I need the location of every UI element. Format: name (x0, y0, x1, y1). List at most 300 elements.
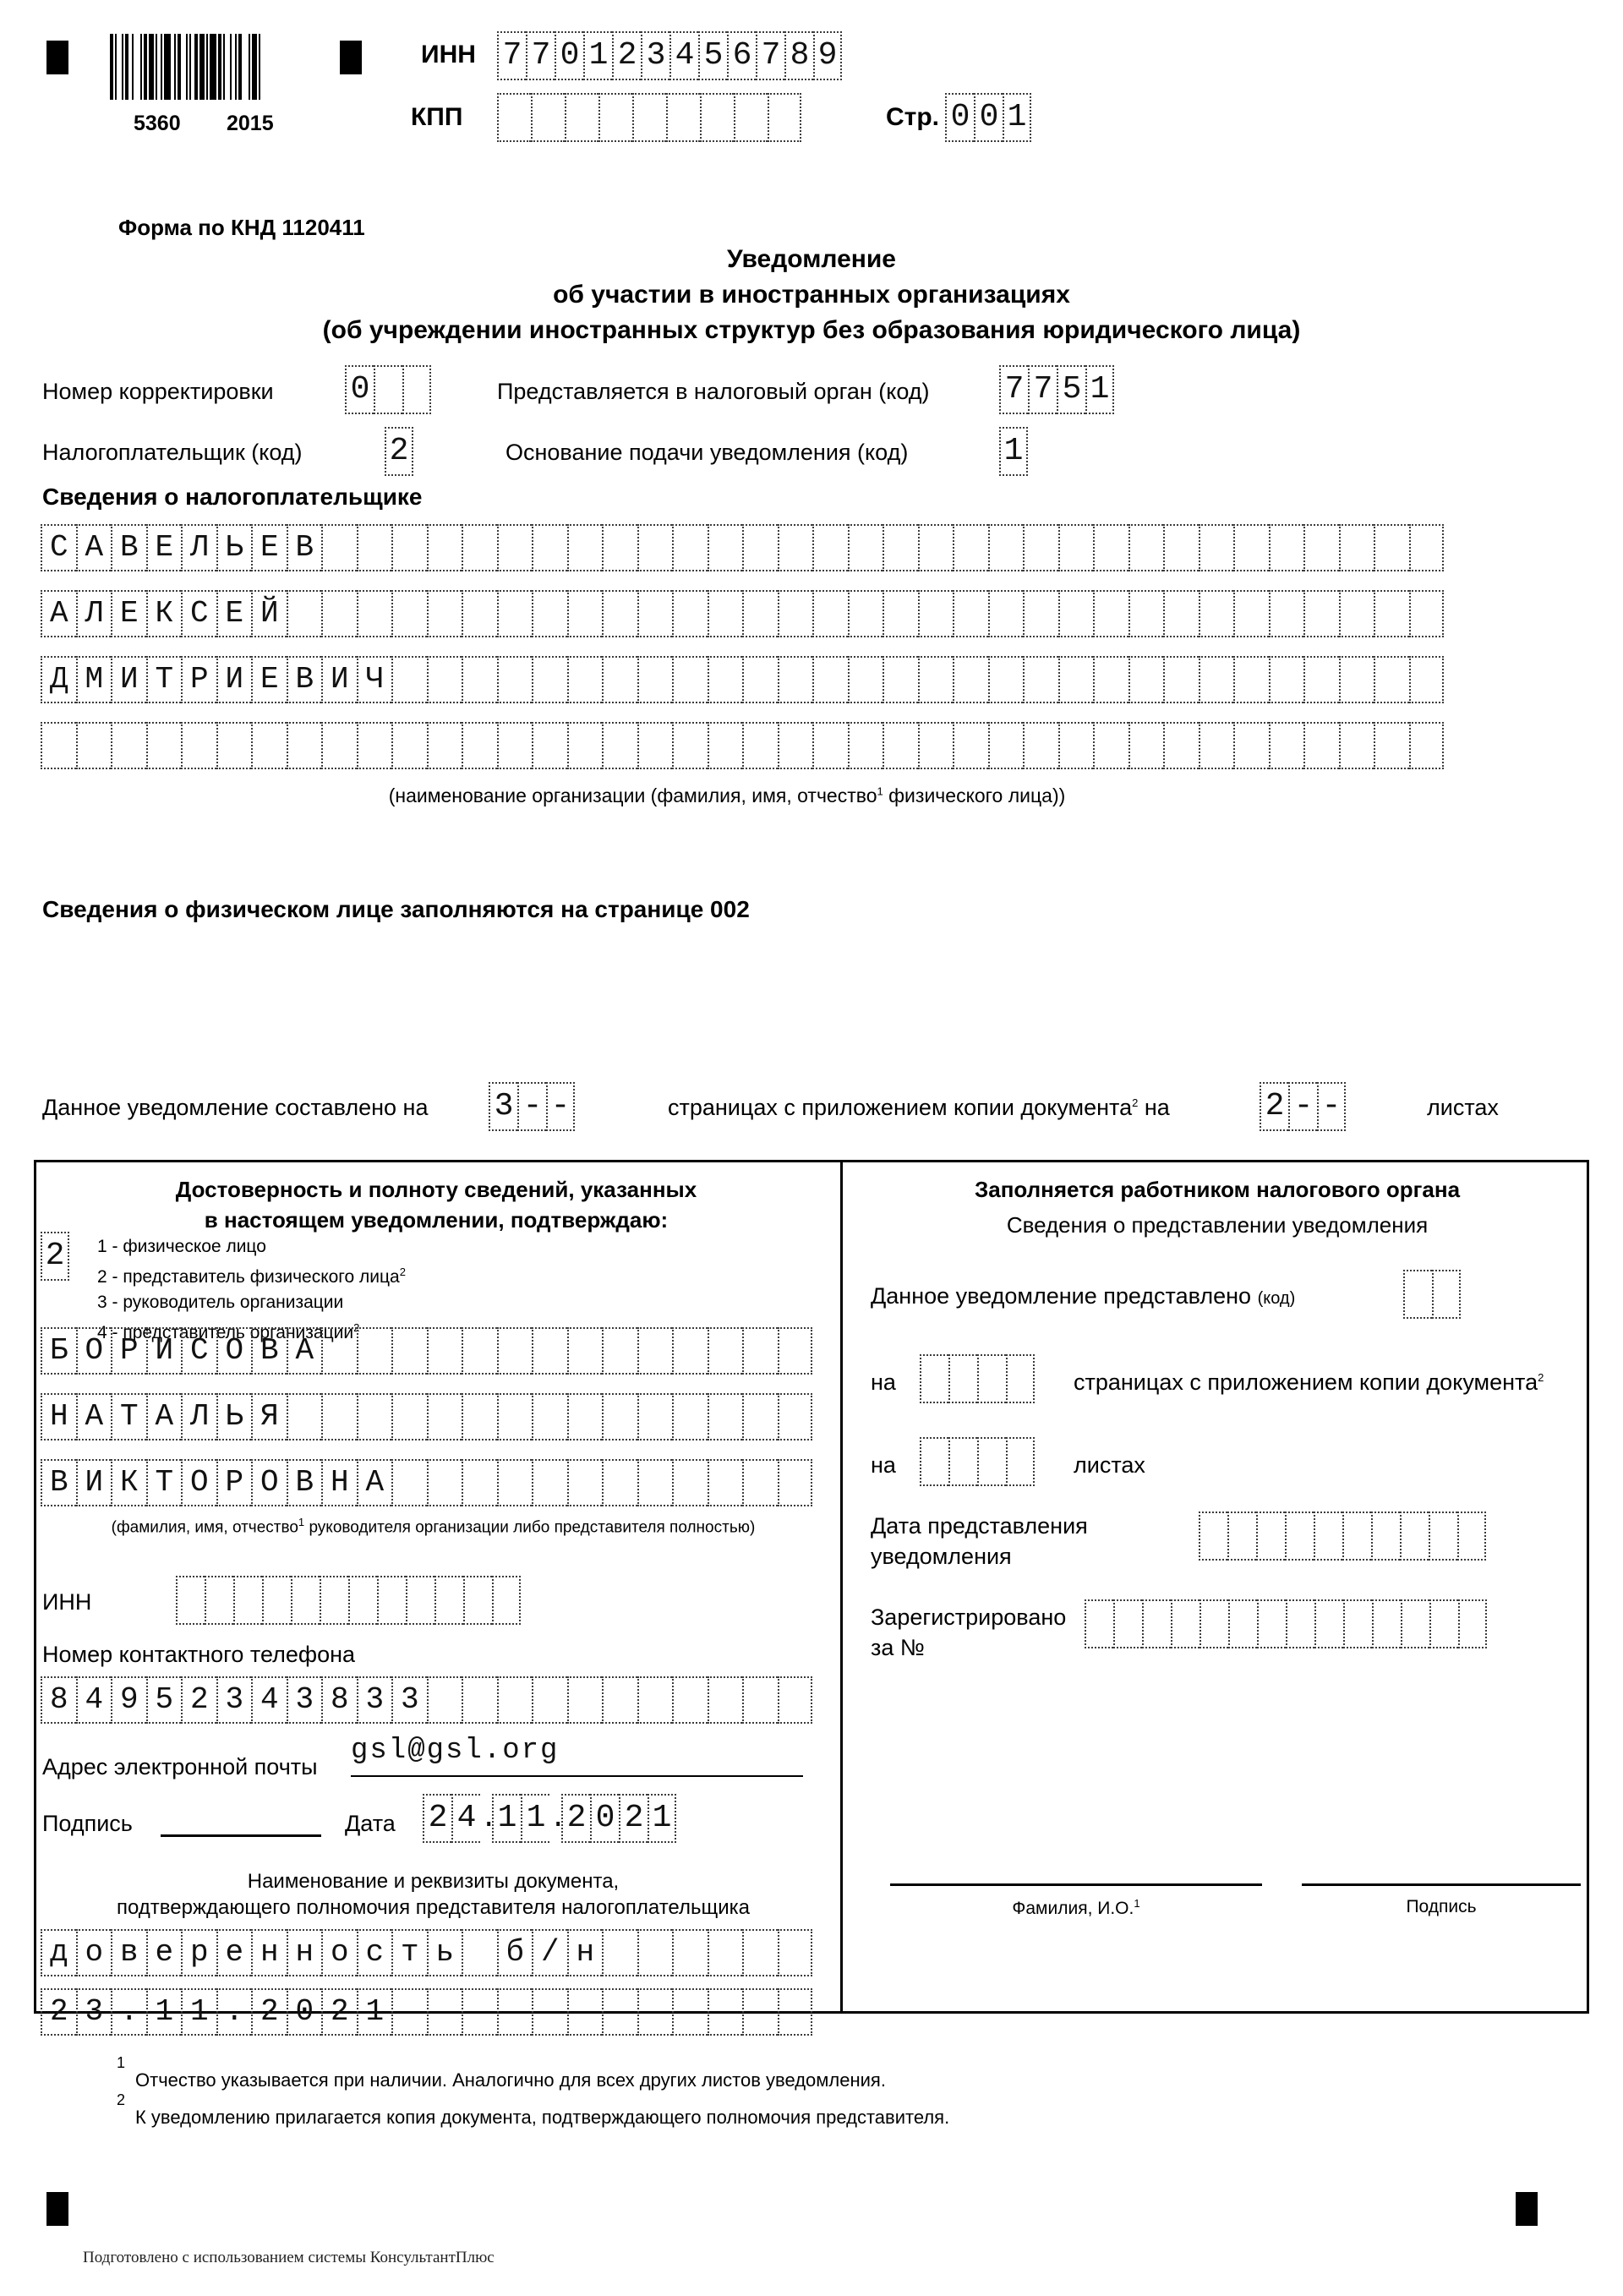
input-cell[interactable]: Л (181, 1393, 216, 1440)
input-cell[interactable]: 7 (526, 31, 555, 80)
input-cell[interactable]: Р (111, 1327, 146, 1375)
input-cell[interactable] (1199, 590, 1234, 637)
input-cell[interactable] (402, 365, 431, 414)
input-cell[interactable] (1006, 1354, 1035, 1403)
input-cell[interactable] (742, 656, 778, 703)
input-cell[interactable] (734, 93, 768, 142)
input-cell[interactable]: Я (251, 1393, 287, 1440)
input-cell[interactable] (672, 1676, 708, 1724)
input-cell[interactable] (497, 1393, 533, 1440)
input-cell[interactable] (977, 1437, 1006, 1486)
input-cell[interactable]: 3 (391, 1676, 427, 1724)
input-cell[interactable] (497, 1676, 533, 1724)
input-cell[interactable] (672, 1459, 708, 1506)
input-cell[interactable] (1023, 590, 1058, 637)
input-cell[interactable]: 0 (555, 31, 583, 80)
input-cell[interactable]: н (251, 1929, 287, 1976)
input-cell[interactable] (567, 1459, 603, 1506)
input-cell[interactable]: 5 (146, 1676, 182, 1724)
input-cell[interactable] (708, 590, 743, 637)
input-cell[interactable] (778, 1327, 813, 1375)
correction-number-input[interactable] (345, 365, 431, 414)
input-cell[interactable]: 7 (1028, 365, 1057, 414)
input-cell[interactable] (1457, 1512, 1486, 1561)
taxpayer-name-line-4[interactable] (41, 722, 1444, 769)
input-cell[interactable] (1303, 590, 1339, 637)
input-cell[interactable] (1113, 1599, 1142, 1648)
input-cell[interactable] (602, 1929, 637, 1976)
input-cell[interactable] (602, 722, 637, 769)
officer-name-line[interactable] (890, 1883, 1262, 1886)
input-cell[interactable] (672, 1393, 708, 1440)
input-cell[interactable] (567, 1676, 603, 1724)
input-cell[interactable] (111, 722, 146, 769)
input-cell[interactable] (146, 722, 182, 769)
input-cell[interactable] (1128, 524, 1164, 571)
input-cell[interactable] (41, 722, 76, 769)
input-cell[interactable]: Е (251, 656, 287, 703)
input-cell[interactable] (637, 1327, 673, 1375)
input-cell[interactable]: И (216, 656, 252, 703)
input-cell[interactable]: Р (181, 656, 216, 703)
input-cell[interactable] (883, 524, 918, 571)
input-cell[interactable] (1058, 722, 1094, 769)
input-cell[interactable] (532, 1988, 567, 2036)
input-cell[interactable] (532, 656, 567, 703)
input-cell[interactable]: Т (146, 656, 182, 703)
input-cell[interactable] (567, 1393, 603, 1440)
submitted-code-input[interactable] (1403, 1270, 1461, 1319)
input-cell[interactable] (427, 1676, 462, 1724)
input-cell[interactable] (1409, 656, 1445, 703)
input-cell[interactable]: И (146, 1327, 182, 1375)
input-cell[interactable] (565, 93, 598, 142)
input-cell[interactable] (666, 93, 700, 142)
input-cell[interactable] (918, 656, 954, 703)
input-cell[interactable] (1269, 590, 1304, 637)
input-cell[interactable] (406, 1576, 434, 1625)
input-cell[interactable] (848, 722, 883, 769)
input-cell[interactable]: 3 (76, 1988, 112, 2036)
input-cell[interactable]: О (251, 1459, 287, 1506)
representative-inn-input[interactable] (176, 1576, 521, 1625)
input-cell[interactable]: 1 (1085, 365, 1114, 414)
input-cell[interactable] (1303, 524, 1339, 571)
input-cell[interactable]: С (181, 590, 216, 637)
input-cell[interactable] (672, 590, 708, 637)
input-cell[interactable]: 4 (451, 1794, 480, 1843)
input-cell[interactable]: 1 (521, 1794, 549, 1843)
input-cell[interactable] (920, 1354, 948, 1403)
input-cell[interactable] (1163, 656, 1199, 703)
input-cell[interactable] (532, 1676, 567, 1724)
input-cell[interactable]: 6 (727, 31, 756, 80)
input-cell[interactable] (672, 524, 708, 571)
right-sheets-input[interactable] (920, 1437, 1035, 1486)
input-cell[interactable]: И (111, 656, 146, 703)
input-cell[interactable] (742, 590, 778, 637)
input-cell[interactable]: 3 (357, 1676, 392, 1724)
input-cell[interactable] (1374, 656, 1409, 703)
input-cell[interactable] (348, 1576, 377, 1625)
input-cell[interactable] (531, 93, 565, 142)
authority-doc-line-1[interactable] (41, 1929, 812, 1976)
input-cell[interactable] (462, 1393, 497, 1440)
input-cell[interactable] (637, 1393, 673, 1440)
input-cell[interactable] (321, 722, 357, 769)
input-cell[interactable] (672, 1327, 708, 1375)
input-cell[interactable]: О (216, 1327, 252, 1375)
input-cell[interactable] (1085, 1599, 1113, 1648)
input-cell[interactable] (1429, 1512, 1457, 1561)
input-cell[interactable] (1409, 590, 1445, 637)
email-input[interactable]: gsl@gsl.org (351, 1735, 803, 1777)
input-cell[interactable]: А (76, 1393, 112, 1440)
input-cell[interactable] (602, 1988, 637, 2036)
input-cell[interactable]: 7 (756, 31, 784, 80)
input-cell[interactable] (1128, 656, 1164, 703)
pages-count-input[interactable] (489, 1082, 575, 1131)
input-cell[interactable]: 3 (641, 31, 669, 80)
input-cell[interactable] (742, 1459, 778, 1506)
input-cell[interactable] (1142, 1599, 1171, 1648)
input-cell[interactable] (1199, 1599, 1228, 1648)
inn-input[interactable] (497, 31, 842, 80)
input-cell[interactable]: 1 (357, 1988, 392, 2036)
input-cell[interactable]: Р (216, 1459, 252, 1506)
input-cell[interactable] (1199, 656, 1234, 703)
input-cell[interactable] (462, 1459, 497, 1506)
input-cell[interactable]: 5 (1057, 365, 1085, 414)
input-cell[interactable]: Л (76, 590, 112, 637)
input-cell[interactable] (1128, 722, 1164, 769)
input-cell[interactable] (427, 1393, 462, 1440)
representative-name-line-2[interactable] (41, 1393, 812, 1440)
input-cell[interactable] (883, 590, 918, 637)
input-cell[interactable] (462, 524, 497, 571)
input-cell[interactable]: д (41, 1929, 76, 1976)
input-cell[interactable] (291, 1576, 320, 1625)
input-cell[interactable] (1163, 524, 1199, 571)
input-cell[interactable]: 1 (181, 1988, 216, 2036)
input-cell[interactable]: Д (41, 656, 76, 703)
input-cell[interactable]: 4 (251, 1676, 287, 1724)
input-cell[interactable]: А (287, 1327, 322, 1375)
input-cell[interactable] (812, 524, 848, 571)
input-cell[interactable] (637, 524, 673, 571)
input-cell[interactable]: Н (41, 1393, 76, 1440)
input-cell[interactable] (778, 722, 813, 769)
input-cell[interactable] (812, 656, 848, 703)
input-cell[interactable] (812, 590, 848, 637)
input-cell[interactable]: - (517, 1082, 546, 1131)
input-cell[interactable] (1339, 656, 1374, 703)
input-cell[interactable] (391, 1988, 427, 2036)
input-cell[interactable] (1058, 656, 1094, 703)
input-cell[interactable] (672, 722, 708, 769)
input-cell[interactable] (1343, 1599, 1372, 1648)
input-cell[interactable]: Ь (216, 1393, 252, 1440)
input-cell[interactable] (321, 590, 357, 637)
input-cell[interactable] (287, 722, 322, 769)
input-cell[interactable] (374, 365, 402, 414)
input-cell[interactable] (918, 590, 954, 637)
input-cell[interactable] (287, 1393, 322, 1440)
input-cell[interactable] (357, 1327, 392, 1375)
input-cell[interactable]: Е (251, 524, 287, 571)
confirmation-code-input[interactable] (41, 1232, 69, 1281)
input-cell[interactable] (434, 1576, 463, 1625)
input-cell[interactable]: В (287, 1459, 322, 1506)
input-cell[interactable] (1269, 524, 1304, 571)
input-cell[interactable]: 2 (41, 1988, 76, 2036)
input-cell[interactable] (1374, 590, 1409, 637)
input-cell[interactable]: 2 (251, 1988, 287, 2036)
page-number-input[interactable] (945, 93, 1031, 142)
input-cell[interactable] (1199, 722, 1234, 769)
input-cell[interactable]: . (111, 1988, 146, 2036)
input-cell[interactable]: 3 (216, 1676, 252, 1724)
input-cell[interactable] (1429, 1599, 1458, 1648)
input-cell[interactable] (708, 1393, 743, 1440)
input-cell[interactable] (1006, 1437, 1035, 1486)
input-cell[interactable]: - (546, 1082, 575, 1131)
input-cell[interactable] (988, 722, 1024, 769)
input-cell[interactable] (1371, 1512, 1400, 1561)
input-cell[interactable]: 1 (648, 1794, 676, 1843)
input-cell[interactable] (262, 1576, 291, 1625)
input-cell[interactable] (1256, 1512, 1285, 1561)
input-cell[interactable] (1372, 1599, 1401, 1648)
input-cell[interactable] (76, 722, 112, 769)
input-cell[interactable] (742, 1393, 778, 1440)
input-cell[interactable]: 0 (345, 365, 374, 414)
input-cell[interactable] (427, 722, 462, 769)
input-cell[interactable]: Т (111, 1393, 146, 1440)
input-cell[interactable] (1128, 590, 1164, 637)
input-cell[interactable] (1163, 722, 1199, 769)
input-cell[interactable]: Е (216, 590, 252, 637)
input-cell[interactable] (1163, 590, 1199, 637)
input-cell[interactable]: И (76, 1459, 112, 1506)
input-cell[interactable]: Е (146, 524, 182, 571)
input-cell[interactable]: 4 (669, 31, 698, 80)
signature-line[interactable] (161, 1834, 321, 1837)
input-cell[interactable] (1199, 524, 1234, 571)
input-cell[interactable] (708, 1459, 743, 1506)
input-cell[interactable] (708, 656, 743, 703)
input-cell[interactable]: В (287, 656, 322, 703)
input-cell[interactable] (320, 1576, 348, 1625)
input-cell[interactable] (357, 524, 392, 571)
input-cell[interactable]: Л (181, 524, 216, 571)
input-cell[interactable] (1199, 1512, 1227, 1561)
input-cell[interactable] (672, 656, 708, 703)
input-cell[interactable] (1023, 524, 1058, 571)
input-cell[interactable] (1374, 722, 1409, 769)
taxpayer-name-line-3[interactable] (41, 656, 1444, 703)
input-cell[interactable] (742, 524, 778, 571)
input-cell[interactable]: В (111, 524, 146, 571)
input-cell[interactable] (602, 590, 637, 637)
input-cell[interactable] (497, 722, 533, 769)
input-cell[interactable] (778, 1988, 813, 2036)
input-cell[interactable] (427, 656, 462, 703)
input-cell[interactable]: 2 (41, 1232, 69, 1281)
input-cell[interactable] (1093, 656, 1128, 703)
input-cell[interactable] (1171, 1599, 1199, 1648)
input-cell[interactable] (462, 1327, 497, 1375)
input-cell[interactable]: р (181, 1929, 216, 1976)
input-cell[interactable] (497, 590, 533, 637)
input-cell[interactable] (708, 1988, 743, 2036)
right-pages-input[interactable] (920, 1354, 1035, 1403)
input-cell[interactable] (1058, 590, 1094, 637)
input-cell[interactable]: А (41, 590, 76, 637)
input-cell[interactable] (532, 590, 567, 637)
input-cell[interactable] (497, 1459, 533, 1506)
input-cell[interactable] (391, 656, 427, 703)
input-cell[interactable]: - (1317, 1082, 1346, 1131)
input-cell[interactable] (391, 722, 427, 769)
input-cell[interactable] (567, 722, 603, 769)
input-cell[interactable] (1339, 524, 1374, 571)
input-cell[interactable] (637, 656, 673, 703)
input-cell[interactable]: 2 (612, 31, 641, 80)
input-cell[interactable] (598, 93, 632, 142)
input-cell[interactable] (427, 590, 462, 637)
input-cell[interactable] (742, 722, 778, 769)
input-cell[interactable]: 2 (385, 427, 413, 476)
input-cell[interactable] (532, 524, 567, 571)
input-cell[interactable] (1339, 590, 1374, 637)
input-cell[interactable] (567, 1988, 603, 2036)
input-cell[interactable]: 2 (561, 1794, 590, 1843)
input-cell[interactable] (567, 656, 603, 703)
input-cell[interactable] (492, 1576, 521, 1625)
input-cell[interactable]: Б (41, 1327, 76, 1375)
input-cell[interactable] (812, 722, 848, 769)
input-cell[interactable]: О (181, 1459, 216, 1506)
input-cell[interactable] (1458, 1599, 1487, 1648)
input-cell[interactable]: 0 (945, 93, 974, 142)
input-cell[interactable]: Н (321, 1459, 357, 1506)
input-cell[interactable] (778, 1393, 813, 1440)
input-cell[interactable] (532, 1327, 567, 1375)
input-cell[interactable]: 9 (111, 1676, 146, 1724)
input-cell[interactable] (532, 1459, 567, 1506)
input-cell[interactable]: 1 (146, 1988, 182, 2036)
input-cell[interactable]: 1 (1003, 93, 1031, 142)
input-cell[interactable] (953, 590, 988, 637)
input-cell[interactable] (742, 1929, 778, 1976)
input-cell[interactable] (497, 1327, 533, 1375)
input-cell[interactable] (391, 590, 427, 637)
registered-number-input[interactable] (1085, 1599, 1487, 1648)
input-cell[interactable] (778, 1459, 813, 1506)
input-cell[interactable] (567, 590, 603, 637)
taxpayer-code-input[interactable] (385, 427, 413, 476)
input-cell[interactable] (176, 1576, 205, 1625)
taxpayer-name-line-1[interactable] (41, 524, 1444, 571)
kpp-input[interactable] (497, 93, 801, 142)
input-cell[interactable]: Ь (216, 524, 252, 571)
input-cell[interactable] (532, 722, 567, 769)
input-cell[interactable] (883, 656, 918, 703)
input-cell[interactable]: 2 (321, 1988, 357, 2036)
input-cell[interactable] (700, 93, 734, 142)
input-cell[interactable] (1314, 1599, 1343, 1648)
input-cell[interactable] (391, 1459, 427, 1506)
input-cell[interactable] (1303, 722, 1339, 769)
input-cell[interactable]: о (321, 1929, 357, 1976)
input-cell[interactable] (637, 1988, 673, 2036)
input-cell[interactable]: А (76, 524, 112, 571)
input-cell[interactable] (848, 656, 883, 703)
input-cell[interactable] (602, 524, 637, 571)
input-cell[interactable] (1314, 1512, 1342, 1561)
input-cell[interactable]: О (76, 1327, 112, 1375)
input-cell[interactable] (205, 1576, 233, 1625)
input-cell[interactable] (321, 1327, 357, 1375)
input-cell[interactable]: 4 (76, 1676, 112, 1724)
input-cell[interactable] (778, 524, 813, 571)
input-cell[interactable]: В (41, 1459, 76, 1506)
input-cell[interactable] (988, 590, 1024, 637)
input-cell[interactable]: С (41, 524, 76, 571)
input-cell[interactable] (357, 590, 392, 637)
input-cell[interactable] (988, 656, 1024, 703)
input-cell[interactable] (1257, 1599, 1286, 1648)
input-cell[interactable] (1401, 1599, 1429, 1648)
input-cell[interactable]: 8 (321, 1676, 357, 1724)
input-cell[interactable] (948, 1437, 977, 1486)
input-cell[interactable] (1233, 656, 1269, 703)
input-cell[interactable] (567, 1327, 603, 1375)
input-cell[interactable] (1269, 722, 1304, 769)
input-cell[interactable]: Е (111, 590, 146, 637)
input-cell[interactable] (768, 93, 801, 142)
input-cell[interactable] (1374, 524, 1409, 571)
input-cell[interactable]: 2 (181, 1676, 216, 1724)
input-cell[interactable]: 0 (287, 1988, 322, 2036)
input-cell[interactable]: А (357, 1459, 392, 1506)
input-cell[interactable] (637, 722, 673, 769)
input-cell[interactable] (672, 1988, 708, 2036)
input-cell[interactable]: 0 (974, 93, 1003, 142)
input-cell[interactable] (1303, 656, 1339, 703)
input-cell[interactable]: В (251, 1327, 287, 1375)
input-cell[interactable] (637, 1459, 673, 1506)
input-cell[interactable] (462, 656, 497, 703)
input-cell[interactable] (778, 590, 813, 637)
input-cell[interactable] (1339, 722, 1374, 769)
input-cell[interactable] (953, 524, 988, 571)
input-cell[interactable]: 3 (287, 1676, 322, 1724)
input-cell[interactable] (742, 1676, 778, 1724)
input-cell[interactable] (427, 1988, 462, 2036)
input-cell[interactable] (1409, 524, 1445, 571)
input-cell[interactable]: 8 (41, 1676, 76, 1724)
input-cell[interactable] (1093, 590, 1128, 637)
input-cell[interactable] (216, 722, 252, 769)
input-cell[interactable] (532, 1393, 567, 1440)
input-cell[interactable] (708, 1929, 743, 1976)
input-cell[interactable] (287, 590, 322, 637)
input-cell[interactable] (708, 722, 743, 769)
input-cell[interactable] (948, 1354, 977, 1403)
input-cell[interactable] (988, 524, 1024, 571)
